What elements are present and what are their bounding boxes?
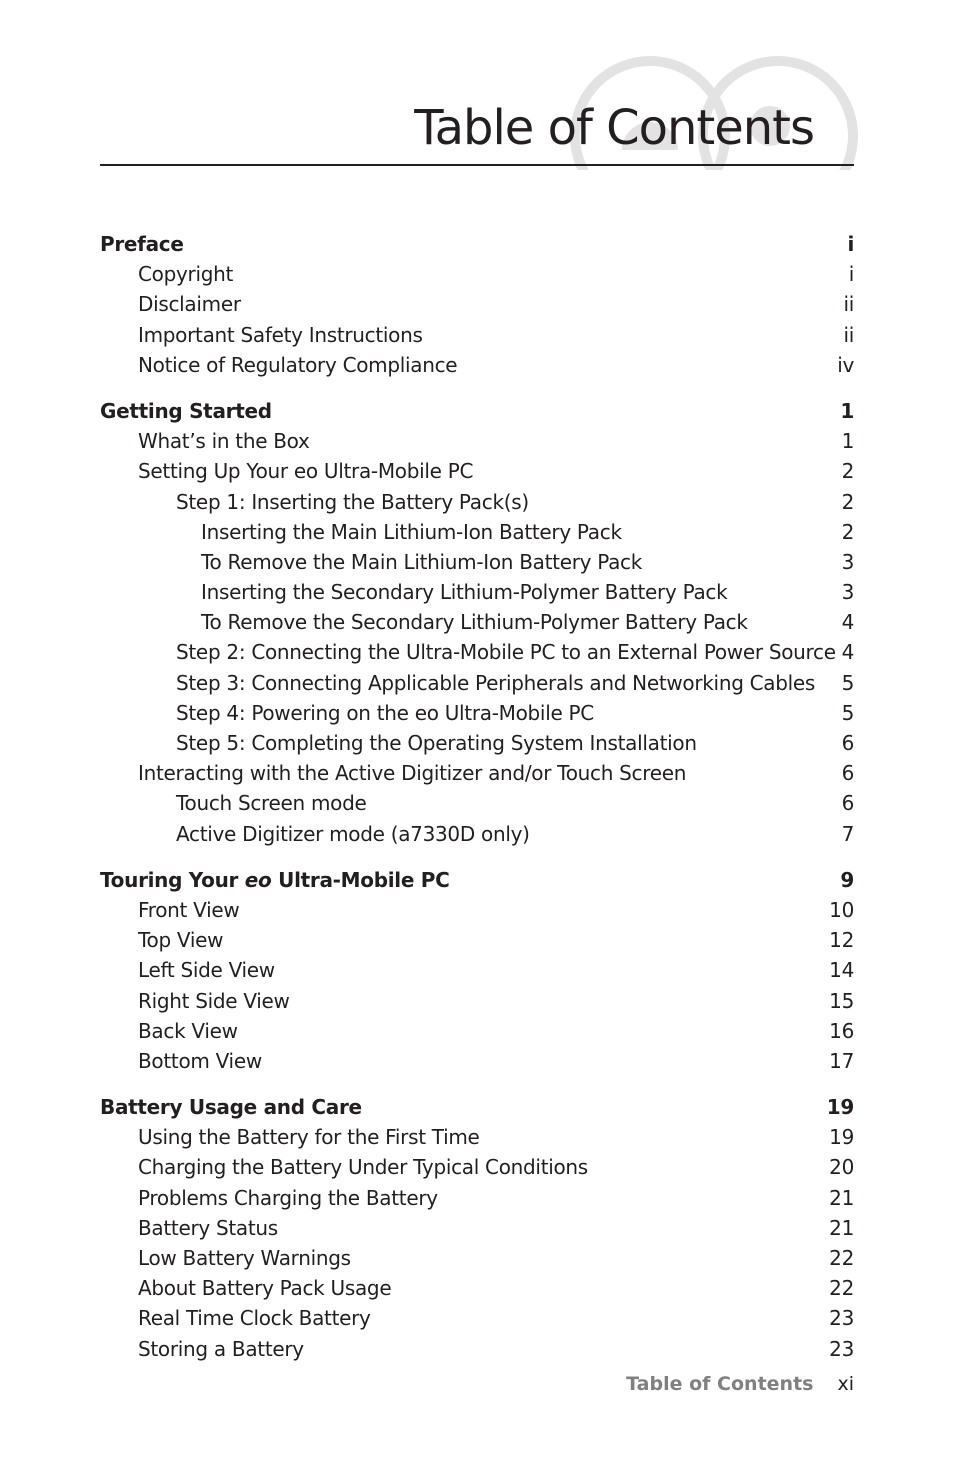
toc-entry-label: Using the Battery for the First Time — [138, 1125, 480, 1150]
toc-entry-label: Step 5: Completing the Operating System Installation — [176, 731, 697, 755]
toc-page-number: 9 — [840, 867, 854, 892]
toc-entry[interactable] — [100, 1213, 854, 1243]
toc-entry-label: Setting Up Your eo Ultra-Mobile PC — [138, 459, 474, 484]
toc-section-title — [100, 865, 450, 895]
toc-entry-label: Problems Charging the Battery — [138, 1185, 438, 1210]
toc-entry-label: Step 2: Connecting the Ultra-Mobile PC to an External Power Source — [176, 640, 836, 665]
toc-page-number: 2 — [841, 459, 854, 484]
toc-entry[interactable] — [100, 350, 854, 380]
toc-entry-label: Step 4: Powering on the eo Ultra-Mobile PC — [176, 700, 594, 725]
toc-page-number: 3 — [841, 549, 854, 574]
footer-page-number: xi — [837, 1373, 854, 1395]
toc-page-number: 10 — [829, 897, 854, 922]
toc-entry-label: Charging the Battery Under Typical Conditions — [138, 1155, 588, 1180]
toc-entry[interactable] — [100, 1273, 854, 1303]
toc-page-number: ii — [843, 322, 854, 347]
toc-page-number: 6 — [841, 731, 854, 755]
toc-entry-label: Touch Screen mode — [176, 791, 367, 816]
toc-page-number: 23 — [829, 1336, 854, 1361]
toc-entry-label: Right Side View — [138, 988, 290, 1013]
toc-entry-label: Disclaimer — [138, 292, 241, 317]
toc-entry[interactable] — [100, 788, 854, 818]
toc-page-number: 6 — [841, 791, 854, 816]
toc-entry[interactable] — [100, 426, 854, 456]
toc-entry-label: Important Safety Instructions — [138, 322, 423, 347]
toc-page-number: 20 — [829, 1155, 854, 1180]
toc-page-number: 22 — [829, 1246, 854, 1270]
toc-entry[interactable] — [100, 1303, 854, 1333]
toc-page-number: 4 — [841, 610, 854, 635]
toc-entry-label: Copyright — [138, 262, 234, 287]
toc-entry-label: To Remove the Main Lithium-Ion Battery Pack — [201, 549, 643, 574]
toc-page-number: i — [847, 232, 854, 256]
footer-section-title: Table of Contents — [626, 1373, 814, 1395]
toc-page-number: i — [848, 262, 854, 287]
toc-entry[interactable] — [100, 637, 854, 667]
toc-entry[interactable] — [100, 1152, 854, 1182]
toc-section-title-prefix: Touring Your — [100, 867, 245, 892]
toc-section-title: Battery Usage and Care — [100, 1095, 362, 1120]
toc-entry-label: Low Battery Warnings — [138, 1246, 351, 1270]
toc-entry-label: Step 1: Inserting the Battery Pack(s) — [176, 489, 529, 514]
toc-page-number: 17 — [829, 1048, 854, 1073]
toc-section-title: Preface — [100, 232, 184, 256]
page-title: Table of Contents — [414, 100, 814, 156]
toc-page-number: 1 — [840, 398, 854, 423]
toc-page-number: 15 — [829, 988, 854, 1013]
toc-entry[interactable] — [100, 1016, 854, 1046]
toc-section-title: Getting Started — [100, 398, 272, 423]
toc-entry[interactable] — [100, 547, 854, 577]
toc-entry[interactable] — [100, 1122, 854, 1152]
toc-entry-label: Inserting the Main Lithium-Ion Battery Pack — [201, 519, 622, 544]
toc-entry[interactable] — [100, 1243, 854, 1273]
toc-entry[interactable] — [100, 925, 854, 955]
toc-entry-label: About Battery Pack Usage — [138, 1276, 392, 1301]
toc-page-number: 14 — [829, 958, 854, 983]
toc-page-number: 21 — [829, 1215, 854, 1240]
toc-entry[interactable] — [100, 758, 854, 788]
toc-page-number: 16 — [829, 1018, 854, 1043]
toc-page-number: iv — [837, 352, 854, 377]
toc-page-number: 4 — [841, 640, 854, 665]
toc-page-number: 23 — [829, 1306, 854, 1331]
toc-entry[interactable] — [100, 259, 854, 289]
toc-entry[interactable] — [100, 289, 854, 319]
toc-entry[interactable] — [100, 487, 854, 517]
table-of-contents — [100, 229, 854, 1364]
toc-entry[interactable] — [100, 819, 854, 849]
toc-page-number: 19 — [826, 1095, 854, 1120]
toc-entry[interactable] — [100, 1183, 854, 1213]
toc-page-number: 3 — [841, 580, 854, 605]
toc-entry-label: To Remove the Secondary Lithium-Polymer Battery Pack — [201, 610, 748, 635]
toc-page-number: 22 — [829, 1276, 854, 1301]
toc-entry[interactable] — [100, 577, 854, 607]
toc-entry-label: Step 3: Connecting Applicable Peripherals and Networking Cables — [176, 670, 816, 695]
toc-entry-label: Notice of Regulatory Compliance — [138, 352, 458, 377]
toc-section-title-brand: eo — [244, 867, 272, 892]
toc-entry[interactable] — [100, 986, 854, 1016]
toc-entry-label: Active Digitizer mode (a7330D only) — [176, 821, 530, 846]
toc-entry[interactable] — [100, 728, 854, 758]
toc-entry[interactable] — [100, 698, 854, 728]
toc-entry-label: What’s in the Box — [138, 429, 310, 454]
toc-section-heading[interactable] — [100, 396, 854, 426]
toc-page-number: 5 — [841, 670, 854, 695]
toc-page-number: 6 — [841, 761, 854, 786]
toc-page-number: ii — [843, 292, 854, 317]
toc-section-title-suffix: Ultra-Mobile PC — [271, 867, 450, 892]
page-footer — [626, 1370, 854, 1398]
toc-entry-label: Battery Status — [138, 1215, 278, 1240]
toc-entry[interactable] — [100, 668, 854, 698]
toc-entry[interactable] — [100, 955, 854, 985]
toc-entry[interactable] — [100, 456, 854, 486]
toc-entry-label: Storing a Battery — [138, 1336, 304, 1361]
toc-entry[interactable] — [100, 1334, 854, 1364]
toc-page-number: 21 — [829, 1185, 854, 1210]
toc-entry-label: Back View — [138, 1018, 238, 1043]
title-rule — [100, 164, 854, 166]
toc-section-heading[interactable] — [100, 229, 854, 259]
toc-entry[interactable] — [100, 607, 854, 637]
toc-page-number: 5 — [841, 700, 854, 725]
toc-entry-label: Real Time Clock Battery — [138, 1306, 371, 1331]
toc-entry-label: Inserting the Secondary Lithium-Polymer Battery Pack — [201, 580, 728, 605]
toc-page-number: 12 — [829, 928, 854, 953]
toc-entry-label: Interacting with the Active Digitizer and/or Touch Screen — [138, 761, 687, 786]
toc-page-number: 1 — [841, 429, 854, 454]
toc-entry-label: Bottom View — [138, 1048, 262, 1073]
toc-page-number: 7 — [841, 821, 854, 846]
toc-entry-label: Left Side View — [138, 958, 275, 983]
toc-page-number: 2 — [841, 489, 854, 514]
toc-entry-label: Front View — [138, 897, 240, 922]
toc-entry-label: Top View — [138, 928, 224, 953]
toc-entry[interactable] — [100, 517, 854, 547]
toc-page-number: 19 — [829, 1125, 854, 1150]
toc-entry[interactable] — [100, 320, 854, 350]
toc-entry[interactable] — [100, 1046, 854, 1076]
toc-section-heading[interactable] — [100, 1092, 854, 1122]
toc-section-heading[interactable] — [100, 865, 854, 895]
toc-page-number: 2 — [841, 519, 854, 544]
toc-entry[interactable] — [100, 895, 854, 925]
